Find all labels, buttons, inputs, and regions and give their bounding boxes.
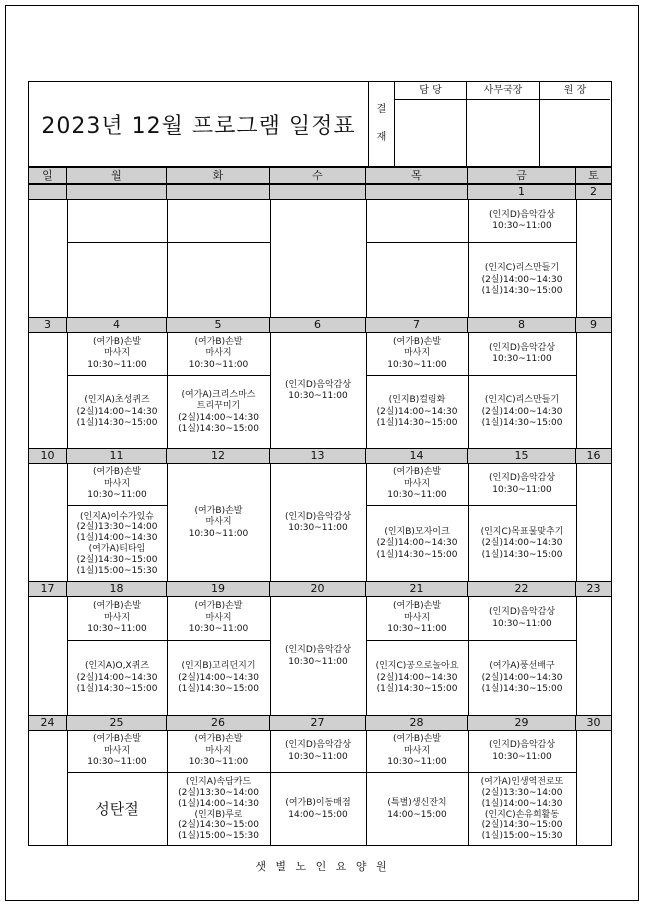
event-text: (2실)14:00~14:30 (76, 406, 158, 417)
event-cell (366, 773, 468, 846)
event-cell (67, 641, 167, 716)
date-number: 5 (167, 318, 270, 332)
date-number: 11 (67, 449, 167, 463)
event-text: (여가B)손발 (93, 467, 141, 478)
event-cell (67, 597, 167, 640)
event-text: (인지C)리스만들기 (484, 263, 560, 274)
date-number: 18 (67, 582, 167, 596)
date-bar (29, 449, 611, 464)
date-number: 25 (67, 716, 167, 730)
date-number: 19 (167, 582, 270, 596)
header-table (28, 81, 612, 167)
date-bar (29, 716, 611, 731)
event-cell (270, 731, 366, 772)
event-text: (2실)14:30~15:00 (178, 820, 259, 831)
event-text: (인지A)O,X퀴즈 (84, 661, 150, 672)
date-number: 14 (366, 449, 468, 463)
date-number: 20 (270, 582, 366, 596)
event-text: (여가B)손발 (93, 734, 141, 745)
event-cell (270, 597, 366, 716)
event-text: (인지C)리스만들기 (484, 395, 560, 406)
event-text: (1실)14:30~15:00 (178, 684, 259, 695)
title-cell (29, 82, 369, 166)
event-text: 10:30~11:00 (87, 757, 147, 768)
weekday-wed: 수 (270, 168, 366, 183)
event-text: (1실)14:00~14:30 (76, 533, 158, 544)
event-text: (1실)14:30~15:00 (481, 286, 563, 297)
date-number (167, 185, 270, 199)
event-cell (468, 773, 576, 846)
event-text: (인지C)손유희활동 (484, 809, 560, 820)
event-cell (468, 641, 576, 716)
event-text: 마사지 (103, 612, 131, 623)
event-text: (인지D)음악감상 (488, 209, 556, 220)
event-text: (1실)15:00~15:30 (76, 565, 158, 576)
event-text: (여가B)손발 (194, 505, 243, 516)
approver-label: 담 당 (395, 82, 466, 100)
event-cell (468, 506, 576, 582)
event-text: 마사지 (103, 478, 131, 489)
event-text: 마사지 (205, 348, 232, 359)
weekday-fri: 금 (468, 168, 576, 183)
event-text: 마사지 (403, 478, 431, 489)
event-cell (270, 773, 366, 846)
weekday-sat: 토 (588, 169, 599, 182)
event-text: 10:30~11:00 (188, 359, 249, 370)
event-text: 마사지 (205, 612, 232, 623)
event-text: 10:30~11:00 (288, 751, 348, 762)
event-text: (1실)14:30~15:00 (376, 684, 458, 695)
date-number: 22 (468, 582, 576, 596)
event-text: (1실)14:30~15:00 (178, 424, 259, 434)
event-cell (468, 333, 576, 375)
event-text: (1실)14:30~15:00 (376, 418, 458, 429)
weekday-sun: 일 (29, 168, 67, 183)
date-bar (29, 582, 611, 597)
event-text: (1실)14:30~15:00 (76, 418, 158, 429)
event-cell (67, 506, 167, 582)
event-cell (167, 333, 270, 375)
date-number (29, 185, 67, 199)
event-text: 14:00~15:00 (387, 809, 447, 820)
date-number: 10 (29, 449, 67, 463)
event-text: 마사지 (103, 745, 131, 756)
event-text: (2실)14:00~14:30 (376, 672, 458, 683)
approval-label-2: 재 (376, 132, 387, 143)
date-bar (29, 318, 611, 333)
approver-director (540, 82, 610, 166)
approver-label: 원 장 (540, 82, 610, 100)
event-text: (인지D)음악감상 (488, 342, 556, 353)
event-text: 마사지 (205, 745, 232, 756)
event-text: 10:30~11:00 (188, 624, 249, 635)
event-cell (270, 464, 366, 582)
event-text: 10:30~11:00 (288, 656, 348, 667)
date-number: 12 (167, 449, 270, 463)
event-text: (1실)14:00~14:30 (481, 798, 563, 809)
date-number: 27 (270, 716, 366, 730)
event-text: (1실)14:30~15:00 (481, 418, 563, 429)
event-text: 10:30~11:00 (87, 359, 147, 370)
date-number: 16 (586, 449, 601, 462)
date-number: 7 (366, 318, 468, 332)
week-row-5 (29, 715, 611, 845)
event-text: (2실)14:30~15:00 (481, 820, 563, 831)
date-number: 29 (468, 716, 576, 730)
approval-label-1: 결 (376, 104, 387, 115)
event-cell (167, 597, 270, 640)
event-text: (1실)14:00~14:30 (178, 798, 259, 809)
event-text: (2실)14:00~14:30 (178, 672, 259, 683)
weekday-tue: 화 (167, 168, 270, 183)
date-number: 3 (29, 318, 67, 332)
event-cell (366, 464, 468, 505)
event-text: (특별)생신잔치 (387, 798, 447, 808)
event-text: 10:30~11:00 (492, 751, 552, 762)
event-cell (468, 376, 576, 449)
event-text: (인지A)이수가있슈 (79, 511, 155, 522)
date-number: 2 (590, 185, 597, 198)
event-text: (1실)14:30~15:00 (481, 549, 563, 560)
event-text: (여가B)손발 (194, 336, 243, 347)
event-text: (인지B)고리던지기 (181, 661, 256, 672)
week-row-2 (29, 317, 611, 448)
event-text: (2실)14:00~14:30 (76, 672, 158, 683)
event-text: 마사지 (403, 745, 431, 756)
event-cell (167, 464, 270, 582)
date-bar (29, 185, 611, 200)
week-row-3 (29, 448, 611, 581)
date-number: 30 (586, 716, 601, 729)
approver-secretary (467, 82, 540, 166)
date-number (67, 185, 167, 199)
event-text: (인지B)컬링화 (388, 395, 446, 406)
date-number: 8 (468, 318, 576, 332)
event-text: (2실)14:00~14:30 (481, 406, 563, 417)
event-text: (2실)13:30~14:00 (481, 787, 563, 798)
date-number: 9 (590, 318, 597, 331)
event-cell (468, 597, 576, 640)
page-title: 2023년 12월 프로그램 일정표 (41, 113, 356, 139)
event-text: 10:30~11:00 (492, 484, 552, 495)
date-number: 26 (167, 716, 270, 730)
event-text: (인지A)속담카드 (185, 777, 252, 788)
event-text: (여가A)티타임 (88, 544, 146, 554)
event-text: (1실)15:00~15:30 (178, 831, 259, 842)
event-cell (468, 731, 576, 772)
weekday-thu: 목 (366, 168, 468, 183)
event-text: (여가B)손발 (393, 601, 441, 612)
event-text: 14:00~15:00 (288, 809, 348, 820)
event-text: 10:30~11:00 (387, 757, 447, 768)
event-text: 10:30~11:00 (288, 523, 348, 533)
date-number: 21 (366, 582, 468, 596)
event-text: 10:30~11:00 (492, 354, 552, 364)
approver-staff (395, 82, 467, 166)
weekday-mon: 월 (67, 168, 167, 183)
event-text: (인지D)음악감상 (488, 607, 556, 617)
event-cell (67, 376, 167, 449)
event-text: 10:30~11:00 (492, 221, 552, 231)
event-cell (366, 506, 468, 582)
date-number: 6 (270, 318, 366, 332)
event-cell (67, 731, 167, 772)
event-text: 트리꾸미기 (196, 401, 241, 411)
event-text: (여가B)손발 (194, 601, 243, 612)
calendar (28, 167, 612, 846)
event-text: 10:30~11:00 (387, 490, 447, 501)
event-text: (1실)14:30~15:00 (76, 684, 158, 695)
date-number: 24 (29, 716, 67, 730)
event-text: 10:30~11:00 (87, 490, 147, 501)
date-number (366, 185, 468, 199)
week-row-1 (29, 184, 611, 317)
event-cell (366, 333, 468, 375)
event-text: (인지D)음악감상 (284, 379, 352, 390)
event-text: (2실)13:30~14:00 (76, 522, 158, 533)
event-text: (인지D)음악감상 (488, 473, 556, 483)
event-text: (1실)15:00~15:30 (481, 831, 563, 842)
date-number: 17 (29, 582, 67, 596)
event-text: (여가A)인생역전로또 (480, 777, 564, 788)
holiday-label: 성탄절 (95, 799, 139, 818)
event-text: 마사지 (103, 348, 131, 359)
event-text: 10:30~11:00 (288, 391, 348, 401)
event-cell (366, 597, 468, 640)
event-text: (인지C)목표물맞추기 (480, 526, 564, 537)
event-cell (167, 641, 270, 716)
date-number: 23 (586, 582, 601, 595)
institution-name: 샛 별 노 인 요 양 원 (255, 860, 390, 873)
event-text: (2실)14:30~15:00 (76, 554, 158, 565)
event-cell (366, 641, 468, 716)
event-cell (167, 731, 270, 772)
event-cell (468, 464, 576, 505)
date-number (270, 185, 366, 199)
event-text: 10:30~11:00 (188, 528, 249, 539)
event-text: (여가B)손발 (393, 336, 441, 347)
event-text: (여가B)손발 (93, 336, 141, 347)
event-text: (2실)14:00~14:30 (178, 412, 259, 423)
event-text: (여가B)손발 (194, 734, 243, 745)
event-cell (366, 376, 468, 449)
date-number: 1 (468, 185, 576, 199)
week-row-4 (29, 581, 611, 715)
event-text: 10:30~11:00 (87, 624, 147, 635)
event-text: (인지C)공으로놀아요 (375, 661, 459, 672)
event-text: 마사지 (403, 348, 431, 359)
date-number: 13 (270, 449, 366, 463)
event-text: (인지D)음악감상 (284, 740, 352, 750)
event-cell (270, 333, 366, 449)
event-cell (366, 731, 468, 772)
event-text: (인지B)모자이크 (384, 526, 450, 537)
event-text: 마사지 (403, 612, 431, 623)
approval-label (369, 82, 395, 166)
event-text: (인지A)초성퀴즈 (84, 395, 150, 406)
event-text: 10:30~11:00 (387, 359, 447, 370)
event-text: (2실)13:30~14:00 (178, 787, 259, 798)
event-text: (여가B)손발 (393, 467, 441, 478)
event-text: (2실)14:00~14:30 (481, 538, 563, 549)
event-cell (468, 243, 576, 318)
event-cell (67, 464, 167, 505)
date-number: 15 (468, 449, 576, 463)
event-cell (167, 773, 270, 846)
event-text: (여가A)크리스마스 (181, 389, 256, 400)
date-number: 4 (67, 318, 167, 332)
event-text: (여가B)손발 (393, 734, 441, 745)
event-text: 마사지 (205, 517, 232, 528)
event-cell (167, 376, 270, 449)
event-text: (1실)14:30~15:00 (376, 549, 458, 560)
approver-label: 사무국장 (467, 82, 539, 100)
event-text: 10:30~11:00 (188, 757, 249, 768)
event-text: (여가B)손발 (93, 601, 141, 612)
event-text: (인지D)음악감상 (284, 511, 352, 522)
event-text: (2실)14:00~14:30 (481, 274, 563, 285)
event-text: (인지D)음악감상 (488, 740, 556, 750)
event-text: (2실)14:00~14:30 (481, 672, 563, 683)
event-text: (여가B)이동매점 (285, 798, 351, 808)
event-text: (1실)14:30~15:00 (481, 684, 563, 695)
event-text: (인지B)루로 (194, 809, 243, 820)
date-number: 28 (366, 716, 468, 730)
event-text: (2실)14:00~14:30 (376, 406, 458, 417)
weekday-header (29, 168, 611, 184)
event-text: (2실)14:00~14:30 (376, 538, 458, 549)
event-text: (인지D)음악감상 (284, 645, 352, 655)
event-cell (468, 200, 576, 242)
event-cell (67, 333, 167, 375)
event-text: 10:30~11:00 (387, 624, 447, 635)
event-text: (여가A)풍선배구 (489, 661, 555, 672)
event-cell (67, 773, 167, 846)
event-text: 10:30~11:00 (492, 618, 552, 629)
